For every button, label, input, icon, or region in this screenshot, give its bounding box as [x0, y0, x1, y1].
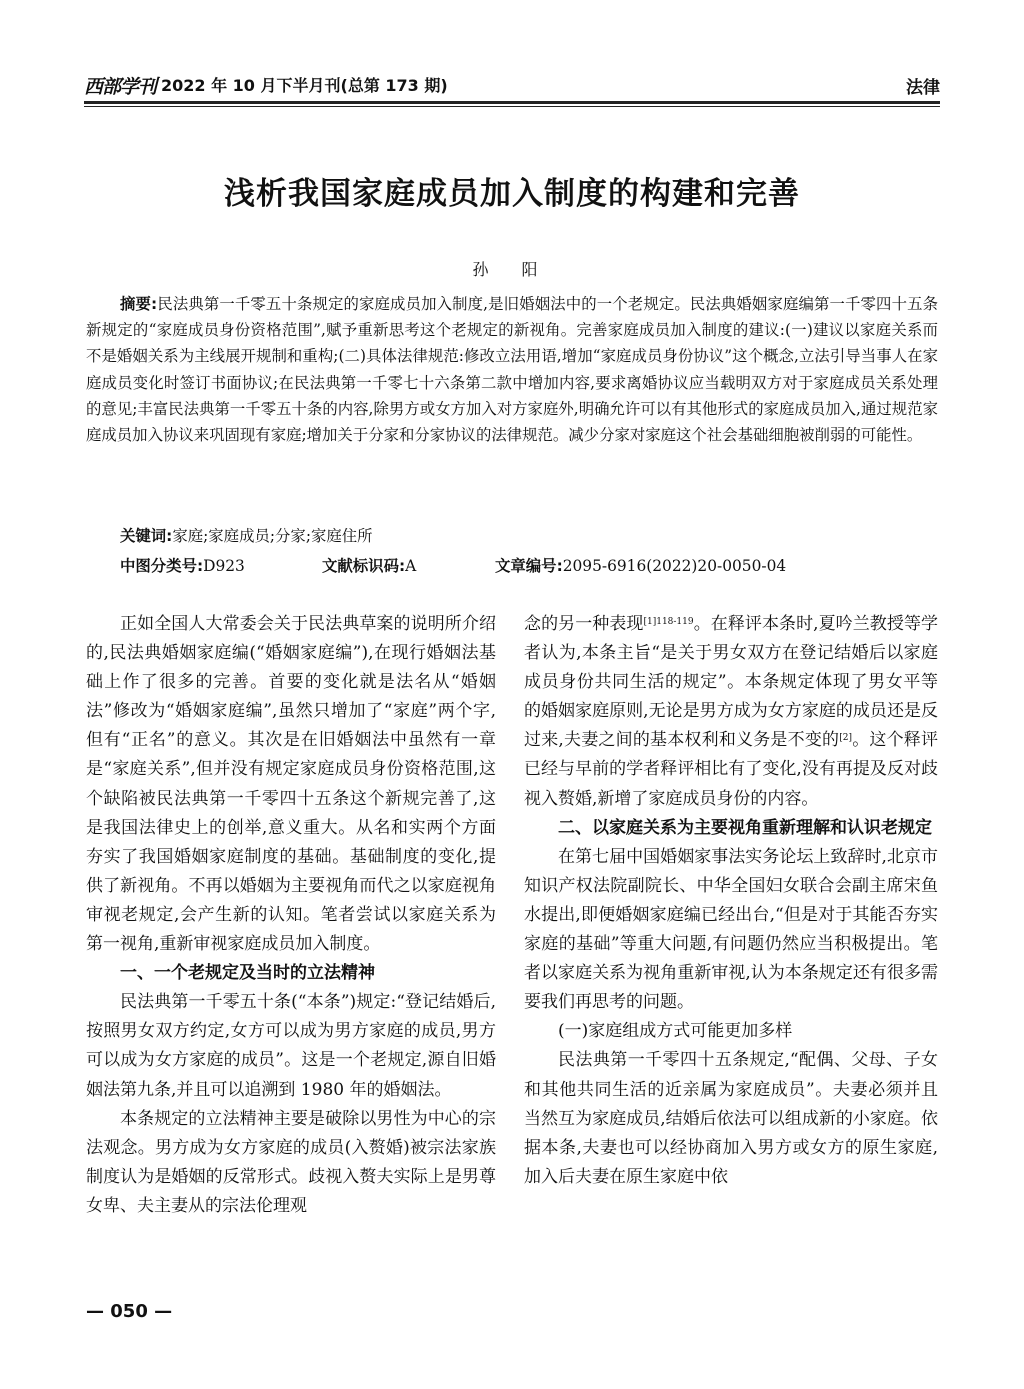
clc-label: 中图分类号:	[120, 557, 204, 575]
section-heading-2: 二、以家庭关系为主要视角重新理解和认识老规定	[558, 817, 932, 838]
classification-line	[120, 553, 940, 579]
abstract-label: 摘要:	[120, 295, 158, 313]
keywords-text: 家庭;家庭成员;分家;家庭住所	[172, 527, 373, 545]
body-paragraph: 正如全国人大常委会关于民法典草案的说明所介绍的,民法典婚姻家庭编(“婚姻家庭编”),在现行婚姻法基础上作了很多的完善。首要的变化就是法名从“婚姻法”修改为“婚姻家庭编”,虽然只增加了“家庭”两个字,但有“正名”的意义。其次是在旧婚姻法中虽然有一章是“家庭关系”,但并没有规定家庭成员身份资格范围,这个缺陷被民法典第一千零四十五条这个新规完善了,这是我国法律史上的创举,意义重大。从名和实两个方面夯实了我国婚姻家庭制度的基础。基础制度的变化,提供了新视角。不再以婚姻为主要视角而代之以家庭视角审视老规定,会产生新的认知。笔者尝试以家庭关系为第一视角,重新审视家庭成员加入制度。	[86, 614, 496, 955]
header-rule-thick	[84, 101, 940, 104]
article-number-field	[495, 553, 786, 579]
section-name: 法律	[906, 78, 940, 98]
keywords-label: 关键词:	[120, 527, 173, 545]
citation: [1]118-119	[643, 617, 694, 627]
body-paragraph: 在第七届中国婚姻家事法实务论坛上致辞时,北京市知识产权法院副院长、中华全国妇女联合会副主席宋鱼水提出,即便婚姻家庭编已经出台,“但是对于其能否夯实家庭的基础”等重大问题,有问题仍然应当积极提出。笔者以家庭关系为视角重新审视,认为本条规定还有很多需要我们再思考的问题。	[524, 846, 938, 1013]
body-paragraph: 民法典第一千零五十条(“本条”)规定:“登记结婚后,按照男女双方约定,女方可以成为男方家庭的成员,男方可以成为女方家庭的成员”。这是一个老规定,源自旧婚姻法第九条,并且可以追溯到 1980 年的婚姻法。	[86, 992, 496, 1100]
journal-logo: 西部学刊	[84, 76, 157, 98]
abstract-text: 民法典第一千零五十条规定的家庭成员加入制度,是旧婚姻法中的一个老规定。民法典婚姻家庭编第一千零四十五条新规定的“家庭成员身份资格范围”,赋予重新思考这个老规定的新视角。完善家庭成员加入制度的建议:(一)建议以家庭关系而不是婚姻关系为主线展开规制和重构;(二)具体法律规范:修改立法用语,增加“家庭成员身份协议”这个概念,立法引导当事人在家庭成员变化时签订书面协议;在民法典第一千零七十六条第二款中增加内容,要求离婚协议应当载明双方对于家庭成员关系处理的意见;丰富民法典第一千零五十条的内容,除男方或女方加入对方家庭外,明确允许可以有其他形式的家庭成员加入,通过规范家庭成员加入协议来巩固现有家庭;增加关于分家和分家协议的法律规范。减少分家对家庭这个社会基础细胞被削弱的可能性。	[86, 295, 938, 445]
doc-code-value: A	[405, 557, 417, 575]
section-heading-1: 一、一个老规定及当时的立法精神	[120, 963, 375, 984]
clc-field	[120, 553, 245, 579]
running-header	[84, 70, 940, 100]
page-number: — 050 —	[86, 1301, 173, 1322]
body-paragraph: 民法典第一千零四十五条规定,“配偶、父母、子女和其他共同生活的近亲属为家庭成员”。夫妻必须并且当然互为家庭成员,结婚后依法可以组成新的小家庭。依据本条,夫妻也可以经协商加入男方或女方的原生家庭,加入后夫妻在原生家庭中依	[524, 1050, 938, 1187]
body-column-left	[86, 610, 496, 1221]
abstract	[86, 291, 938, 448]
article-title: 浅析我国家庭成员加入制度的构建和完善	[224, 176, 800, 212]
body-paragraph: 本条规定的立法精神主要是破除以男性为中心的宗法观念。男方成为女方家庭的成员(入赘婚)被宗法家族制度认为是婚姻的反常形式。歧视入赘夫实际上是男尊女卑、夫主妻从的宗法伦理观	[86, 1108, 496, 1216]
issue-info: 2022 年 10 月下半月刊(总第 173 期)	[161, 76, 448, 95]
text-run: 。这个释评已经与早前的学者释评相比有了变化,没有再提及反对歧视入赘婚,新增了家庭成员身份的内容。	[524, 730, 939, 809]
header-rule-thin	[84, 106, 940, 107]
keywords	[120, 523, 373, 549]
article-number-value: 2095-6916(2022)20-0050-04	[562, 557, 787, 575]
doc-code-field	[322, 553, 416, 579]
text-run: 念的另一种表现	[524, 614, 644, 634]
doc-code-label: 文献标识码:	[322, 557, 406, 575]
subsection-heading: (一)家庭组成方式可能更加多样	[558, 1021, 793, 1042]
text-run: 。在释评本条时,夏吟兰教授等学者认为,本条主旨“是关于男女双方在登记结婚后以家庭成员身份共同生活的规定”。本条规定体现了男女平等的婚姻家庭原则,无论是男方成为女方家庭的成员还是反过来,夫妻之间的基本权利和义务是不变的	[524, 614, 939, 751]
article-author: 孙 阳	[472, 260, 552, 279]
article-number-label: 文章编号:	[495, 557, 563, 575]
citation: [2]	[839, 733, 852, 744]
body-column-right	[524, 610, 938, 1192]
clc-value: D923	[203, 557, 245, 575]
body-paragraph	[524, 610, 938, 814]
